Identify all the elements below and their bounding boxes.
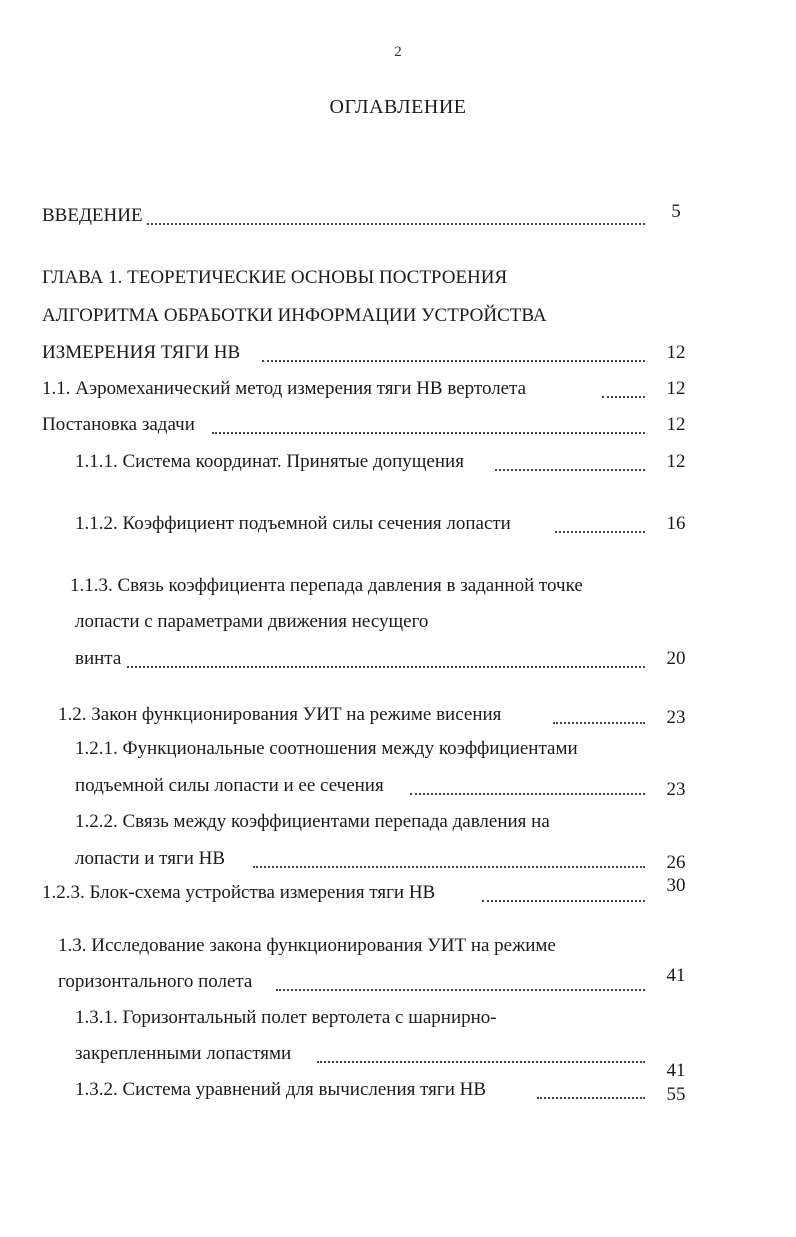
dot-leader xyxy=(262,358,645,362)
toc-entry-1-1-3-line[interactable] xyxy=(70,572,660,600)
toc-page-number: 12 xyxy=(666,342,686,363)
toc-page-number: 16 xyxy=(666,513,686,534)
toc-page-number: 41 xyxy=(666,965,686,986)
toc-entry-1-3-1-line[interactable] xyxy=(75,1040,645,1068)
dot-leader xyxy=(127,664,645,668)
dot-leader xyxy=(555,529,645,533)
toc-page-number: 20 xyxy=(666,648,686,669)
toc-entry-text: 1.1. Аэромеханический метод измерения тяги НВ вертолета xyxy=(42,375,527,403)
toc-entry-text: винта xyxy=(75,645,122,673)
toc-page-number: 23 xyxy=(666,779,686,800)
toc-entry-1-2[interactable] xyxy=(58,701,645,729)
toc-page-number: 12 xyxy=(666,451,686,472)
page-number: 2 xyxy=(394,44,402,60)
toc-entry-text: 1.2. Закон функционирования УИТ на режиме висения xyxy=(58,701,502,729)
table-of-contents-title: ОГЛАВЛЕНИЕ xyxy=(329,96,467,118)
toc-entry-1-2-2-line[interactable] xyxy=(75,808,665,836)
dot-leader xyxy=(142,221,645,225)
toc-entry-text: 1.1.3. Связь коэффициента перепада давления в заданной точке xyxy=(70,572,584,600)
dot-leader xyxy=(495,467,645,471)
toc-page-number: 5 xyxy=(671,201,681,222)
toc-page-number: 23 xyxy=(666,707,686,728)
toc-entry-introduction[interactable] xyxy=(42,202,645,230)
toc-chapter-heading-line[interactable] xyxy=(42,264,662,292)
toc-entry-1-2-2-line[interactable] xyxy=(75,845,645,873)
toc-page-number: 41 xyxy=(666,1060,686,1081)
dot-leader xyxy=(482,898,645,902)
toc-page-number: 30 xyxy=(666,875,686,896)
toc-entry-text: лопасти с параметрами движения несущего xyxy=(75,608,429,636)
toc-entry-1-3-line[interactable] xyxy=(58,932,658,960)
toc-entry-1-3-1-line[interactable] xyxy=(75,1004,635,1032)
toc-page-number: 12 xyxy=(666,414,686,435)
toc-entry-1-1-2[interactable] xyxy=(75,510,645,538)
toc-chapter-heading-line[interactable] xyxy=(42,339,645,367)
dot-leader xyxy=(537,1095,645,1099)
dot-leader xyxy=(253,864,645,868)
toc-entry-1-1-3-line[interactable] xyxy=(75,645,645,673)
toc-entry-problem-statement[interactable] xyxy=(42,411,645,439)
dot-leader xyxy=(602,394,645,398)
toc-entry-text: горизонтального полета xyxy=(58,968,253,996)
toc-entry-text: 1.3.1. Горизонтальный полет вертолета с шарнирно- xyxy=(75,1004,498,1032)
toc-entry-1-1-1[interactable] xyxy=(75,448,645,476)
toc-entry-text: закрепленными лопастями xyxy=(75,1040,292,1068)
dot-leader xyxy=(410,791,645,795)
toc-entry-1-3-line[interactable] xyxy=(58,968,645,996)
toc-page-number: 55 xyxy=(666,1084,686,1105)
toc-entry-text: ВВЕДЕНИЕ xyxy=(42,202,144,230)
toc-chapter-heading-line[interactable] xyxy=(42,302,662,330)
toc-entry-text: ГЛАВА 1. ТЕОРЕТИЧЕСКИЕ ОСНОВЫ ПОСТРОЕНИЯ xyxy=(42,264,508,292)
toc-entry-1-2-1-line[interactable] xyxy=(75,772,645,800)
toc-entry-text: 1.3. Исследование закона функционирования УИТ на режиме xyxy=(58,932,557,960)
toc-entry-text: ИЗМЕРЕНИЯ ТЯГИ НВ xyxy=(42,339,241,367)
dot-leader xyxy=(553,720,645,724)
toc-entry-1-3-2[interactable] xyxy=(75,1076,645,1104)
toc-entry-text: Постановка задачи xyxy=(42,411,196,439)
toc-entry-text: 1.2.3. Блок-схема устройства измерения тяги НВ xyxy=(42,879,436,907)
toc-entry-text: АЛГОРИТМА ОБРАБОТКИ ИНФОРМАЦИИ УСТРОЙСТВА xyxy=(42,302,548,330)
toc-entry-text: подъемной силы лопасти и ее сечения xyxy=(75,772,385,800)
toc-entry-text: 1.1.1. Система координат. Принятые допущения xyxy=(75,448,465,476)
toc-entry-text: лопасти и тяги НВ xyxy=(75,845,226,873)
toc-entry-1-1[interactable] xyxy=(42,375,645,403)
toc-entry-1-2-1-line[interactable] xyxy=(75,735,665,763)
dot-leader xyxy=(276,987,645,991)
toc-entry-text: 1.2.2. Связь между коэффициентами перепада давления на xyxy=(75,808,551,836)
toc-entry-text: 1.3.2. Система уравнений для вычисления тяги НВ xyxy=(75,1076,487,1104)
dot-leader xyxy=(317,1059,645,1063)
dot-leader xyxy=(212,430,645,434)
toc-entry-1-2-3[interactable] xyxy=(42,879,645,907)
toc-entry-text: 1.1.2. Коэффициент подъемной силы сечения лопасти xyxy=(75,510,512,538)
toc-entry-text: 1.2.1. Функциональные соотношения между коэффициентами xyxy=(75,735,579,763)
toc-page-number: 26 xyxy=(666,852,686,873)
toc-entry-1-1-3-line[interactable] xyxy=(75,608,575,636)
toc-page-number: 12 xyxy=(666,378,686,399)
